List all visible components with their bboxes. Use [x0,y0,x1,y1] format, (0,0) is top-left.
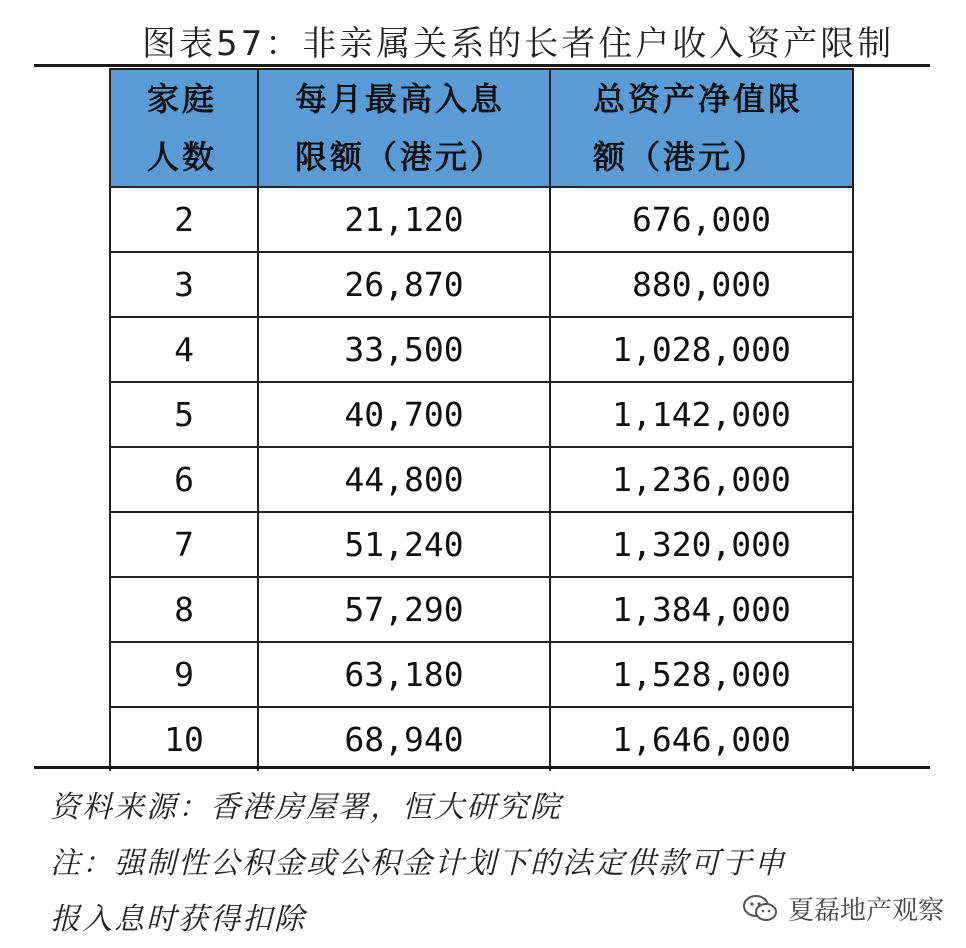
header-line: 每月最高入息 [295,80,506,118]
cell-income-limit: 21,120 [258,187,550,252]
cell-income-limit: 40,700 [258,382,550,447]
cell-asset-limit: 1,320,000 [550,512,853,577]
header-line: 总资产净值限 [593,80,804,118]
header-net-asset-limit [550,69,853,187]
top-rule [34,64,930,67]
table-row [110,382,853,447]
cell-household-size: 8 [110,577,258,642]
header-line: 人数 [147,138,218,176]
footnote-line: 报入息时获得扣除 [50,902,306,937]
header-line: 额（港元） [593,138,769,176]
cell-income-limit: 51,240 [258,512,550,577]
table-row [110,317,853,382]
table-row [110,252,853,317]
cell-household-size: 3 [110,252,258,317]
table-row [110,577,853,642]
table-header-row [110,69,853,187]
footnote-line: 注：强制性公积金或公积金计划下的法定供款可于申 [50,846,786,881]
cell-asset-limit: 1,028,000 [550,317,853,382]
table-row [110,447,853,512]
watermark [742,890,944,927]
cell-asset-limit: 880,000 [550,252,853,317]
bottom-rule [34,766,930,769]
cell-asset-limit: 676,000 [550,187,853,252]
cell-household-size: 6 [110,447,258,512]
cell-income-limit: 44,800 [258,447,550,512]
cell-income-limit: 68,940 [258,707,550,771]
table-row [110,187,853,252]
wechat-icon [742,894,778,924]
cell-asset-limit: 1,528,000 [550,642,853,707]
cell-income-limit: 33,500 [258,317,550,382]
cell-asset-limit: 1,384,000 [550,577,853,642]
cell-household-size: 5 [110,382,258,447]
header-line: 限额（港元） [295,138,506,176]
header-line: 家庭 [147,80,218,118]
cell-asset-limit: 1,142,000 [550,382,853,447]
header-monthly-income-limit [258,69,550,187]
source-note: 资料来源：香港房屋署，恒大研究院 [50,790,562,825]
table-row [110,512,853,577]
cell-income-limit: 26,870 [258,252,550,317]
cell-asset-limit: 1,236,000 [550,447,853,512]
income-asset-limit-table [109,68,854,771]
header-household-size [110,69,258,187]
cell-household-size: 2 [110,187,258,252]
cell-income-limit: 63,180 [258,642,550,707]
watermark-text: 夏磊地产观察 [788,896,945,926]
page-title: 图表57：非亲属关系的长者住户收入资产限制 [142,24,895,64]
cell-household-size: 10 [110,707,258,771]
table-row [110,642,853,707]
cell-income-limit: 57,290 [258,577,550,642]
cell-asset-limit: 1,646,000 [550,707,853,771]
cell-household-size: 7 [110,512,258,577]
cell-household-size: 9 [110,642,258,707]
table-row [110,707,853,771]
cell-household-size: 4 [110,317,258,382]
